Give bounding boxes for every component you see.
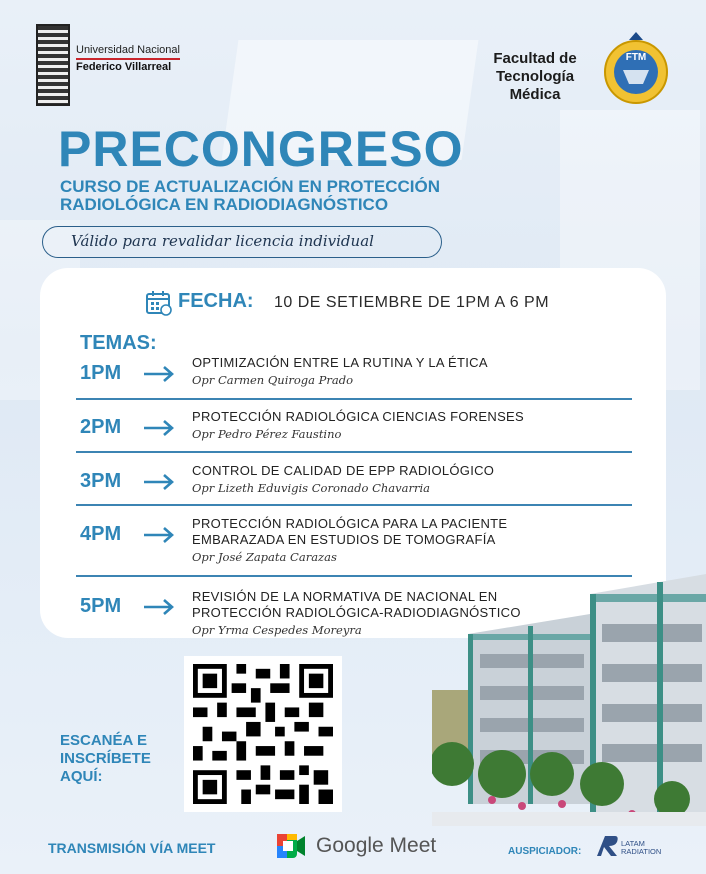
fecha-value: 10 DE SETIEMBRE DE 1PM A 6 PM: [274, 294, 550, 311]
session-speaker: Opr Pedro Pérez Faustino: [192, 427, 342, 441]
scan-line3: AQUÍ:: [60, 768, 103, 785]
scan-line1: ESCANÉA E: [60, 732, 147, 749]
latam-radiation-logo: [595, 834, 621, 858]
unfv-logo: [36, 24, 70, 106]
faculty-seal-text: FTM: [625, 52, 647, 63]
session-topic: CONTROL DE CALIDAD DE EPP RADIOLÓGICO: [192, 463, 495, 478]
arrow-right-icon: [142, 364, 176, 384]
faculty-line2: Tecnología Médica: [495, 68, 575, 103]
session-time: 1PM: [80, 362, 122, 384]
scan-instructions: [60, 732, 151, 786]
subtitle-line1: CURSO DE ACTUALIZACIÓN EN PROTECCIÓN: [60, 177, 440, 196]
arrow-right-icon: [142, 418, 176, 438]
divider: [76, 451, 632, 453]
subtitle: [60, 178, 560, 214]
qr-code[interactable]: [184, 656, 342, 812]
arrow-right-icon: [142, 472, 176, 492]
session-topic-line2: EMBARAZADA EN ESTUDIOS DE TOMOGRAFÍA: [192, 532, 496, 547]
sponsor-name: [621, 840, 661, 856]
calendar-icon: [146, 290, 172, 316]
scan-line2: INSCRÍBETE: [60, 750, 151, 767]
university-name: [76, 44, 180, 73]
divider: [76, 398, 632, 400]
subtitle-line2: RADIOLÓGICA EN RADIODIAGNÓSTICO: [60, 195, 389, 214]
session-topic: OPTIMIZACIÓN ENTRE LA RUTINA Y LA ÉTICA: [192, 355, 488, 370]
university-line2: Federico Villarreal: [76, 58, 180, 73]
session-topic-line2: PROTECCIÓN RADIOLÓGICA-RADIODIAGNÓSTICO: [192, 605, 521, 620]
sponsor-line2: RADIATION: [621, 847, 662, 856]
faculty-building-image: [432, 574, 706, 826]
session-speaker: Opr José Zapata Carazas: [192, 550, 337, 564]
session-topic: PROTECCIÓN RADIOLÓGICA PARA LA PACIENTE: [192, 516, 508, 531]
session-speaker: Opr Yrma Cespedes Moreyra: [192, 623, 362, 637]
sponsor-line1: LATAM: [621, 839, 645, 848]
divider: [76, 504, 632, 506]
google-meet-text: Google Meet: [316, 834, 437, 857]
sponsor-label: AUSPICIADOR:: [508, 846, 582, 857]
temas-label: TEMAS:: [80, 332, 157, 354]
session-speaker: Opr Lizeth Eduvigis Coronado Chavarria: [192, 481, 431, 495]
qr-code-pattern: [192, 664, 334, 804]
session-topic: REVISIÓN DE LA NORMATIVA DE NACIONAL EN: [192, 589, 498, 604]
faculty-line1: Facultad de: [493, 50, 577, 67]
arrow-right-icon: [142, 597, 176, 617]
session-time: 5PM: [80, 595, 122, 617]
session-time: 3PM: [80, 470, 122, 492]
ftm-seal-logo: [603, 30, 669, 106]
university-line1: Universidad Nacional: [76, 44, 180, 56]
google-meet-icon: [276, 833, 306, 859]
transmission-label: TRANSMISIÓN VÍA MEET: [48, 840, 216, 856]
session-topic: PROTECCIÓN RADIOLÓGICA CIENCIAS FORENSES: [192, 409, 524, 424]
session-speaker: Opr Carmen Quiroga Prado: [192, 373, 354, 387]
session-time: 2PM: [80, 416, 122, 438]
page-title: PRECONGRESO: [58, 121, 464, 177]
faculty-name: [470, 50, 600, 104]
fecha-label: FECHA:: [178, 290, 254, 312]
arrow-right-icon: [142, 525, 176, 545]
session-time: 4PM: [80, 523, 122, 545]
valid-note-pill: Válido para revalidar licencia individual: [42, 226, 442, 258]
